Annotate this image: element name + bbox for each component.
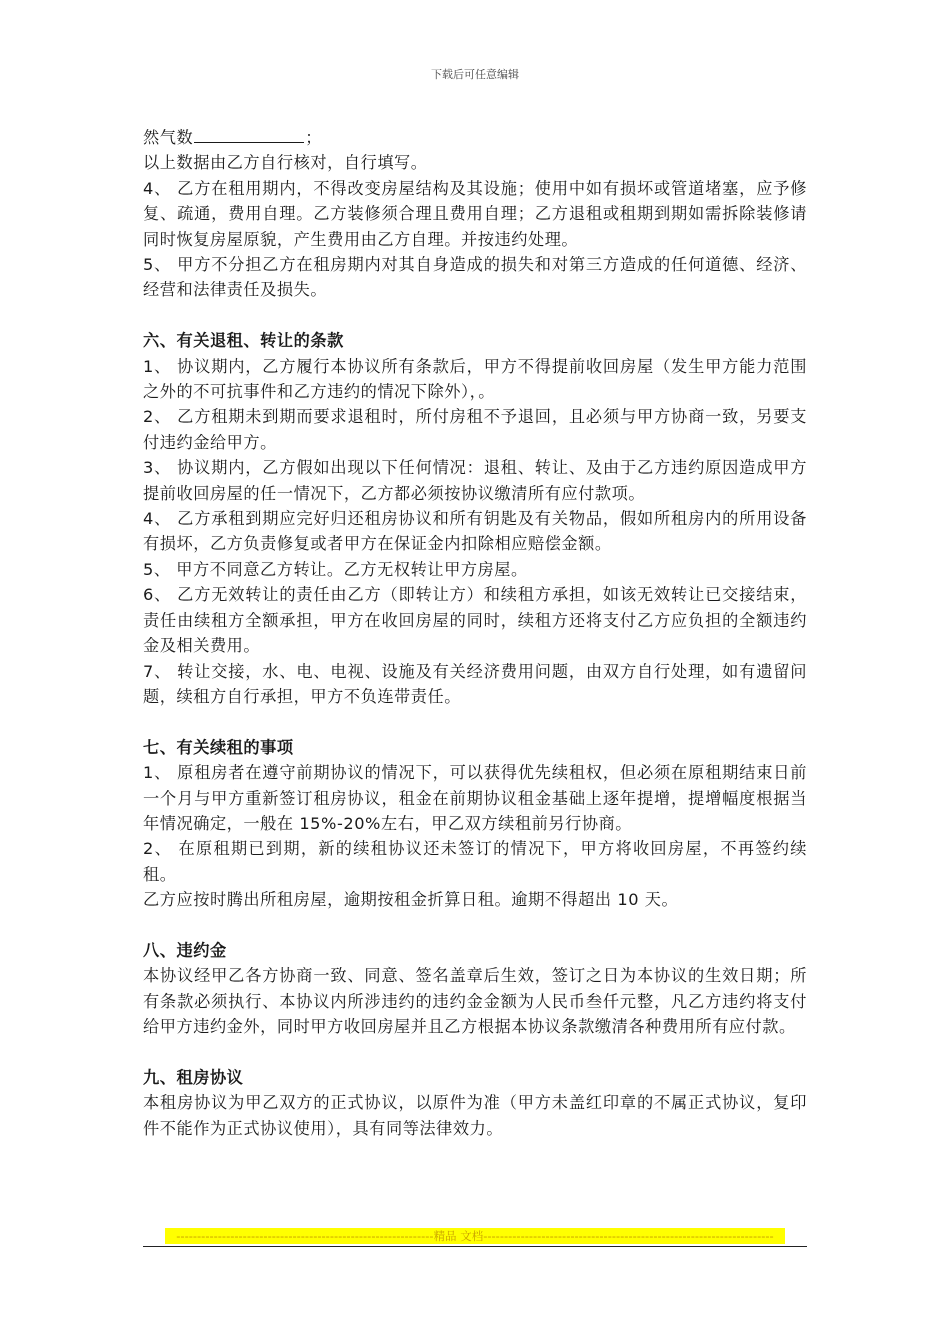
document-body (143, 124, 807, 1141)
section-6-title: 六、有关退租、转让的条款 (143, 331, 344, 351)
section-6-item-7: 7、 转让交接，水、电、电视、设施及有关经济费用问题，由双方自行处理，如有遗留问题，续租方自行承担，甲方不负连带责任。 (143, 661, 807, 706)
section-6-item-6: 6、 乙方无效转让的责任由乙方（即转让方）和续租方承担，如该无效转让已交接结束，责任由续租方全额承担，甲方在收回房屋的同时，续租方还将支付乙方应负担的全额违约金及相关费用。 (143, 585, 807, 656)
gas-suffix: ； (305, 128, 322, 147)
section-7-title: 七、有关续租的事项 (143, 737, 294, 757)
clause-5: 5、 甲方不分担乙方在租房期内对其自身造成的损失和对第三方造成的任何道德、经济、经营和法律责任及损失。 (143, 255, 807, 300)
section-gap (143, 913, 807, 938)
section-6-item-2: 2、 乙方租期未到期而要求退租时，所付房租不予退回，且必须与甲方协商一致，另要支付违约金给甲方。 (143, 407, 807, 452)
section-7-item-2: 2、 在原租期已到期，新的续租协议还未签订的情况下，甲方将收回房屋，不再签约续租。 (143, 839, 807, 884)
section-6-item-4: 4、 乙方承租到期应完好归还租房协议和所有钥匙及有关物品，假如所租房内的所用设备有损坏，乙方负责修复或者甲方在保证金内扣除相应赔偿金额。 (143, 509, 807, 554)
section-8-body: 本协议经甲乙各方协商一致、同意、签名盖章后生效，签订之日为本协议的生效日期；所有条款必须执行、本协议内所涉违约的违约金金额为人民币叁仟元整，凡乙方违约将支付给甲方违约金外，同时甲方收回房屋并且乙方根据本协议条款缴清各种费用所有应付款。 (143, 966, 807, 1037)
section-6-item-3: 3、 协议期内，乙方假如出现以下任何情况：退租、转让、及由于乙方违约原因造成甲方提前收回房屋的任一情况下，乙方都必须按协议缴清所有应付款项。 (143, 458, 807, 503)
section-gap (143, 709, 807, 734)
page-header-note: 下载后可任意编辑 (431, 68, 519, 81)
gas-blank-field (194, 124, 304, 143)
footer-dashes-right: ---------------------------------------------------------------------- (483, 1229, 774, 1243)
section-7-item-3: 乙方应按时腾出所租房屋，逾期按租金折算日租。逾期不得超出 10 天。 (143, 890, 679, 910)
footer-banner (165, 1228, 785, 1244)
gas-reading-line (143, 124, 807, 150)
section-7-item-1: 1、 原租房者在遵守前期协议的情况下，可以获得优先续租权，但必须在原租期结束日前一个月与甲方重新签订租房协议，租金在前期协议租金基础上逐年提增，提增幅度根据当年情况确定，一般在 15%-20%左右，甲乙双方续租前另行协商。 (143, 763, 807, 833)
section-9-title: 九、租房协议 (143, 1067, 244, 1087)
self-check-note: 以上数据由乙方自行核对，自行填写。 (143, 153, 428, 173)
section-6-item-5: 5、 甲方不同意乙方转让。乙方无权转让甲方房屋。 (143, 559, 528, 579)
footer-rule (143, 1246, 807, 1247)
section-gap (143, 1040, 807, 1065)
section-gap (143, 303, 807, 328)
footer-dashes-left: -------------------------------------------------------------- (176, 1229, 434, 1243)
section-8-title: 八、违约金 (143, 940, 227, 960)
footer-label: 精品 文档 (433, 1229, 484, 1243)
clause-4: 4、 乙方在租用期内，不得改变房屋结构及其设施；使用中如有损坏或管道堵塞，应予修复、疏通，费用自理。乙方装修须合理且费用自理；乙方退租或租期到期如需拆除装修请同时恢复房屋原貌，产生费用由乙方自理。并按违约处理。 (143, 178, 807, 249)
section-6-item-1: 1、 协议期内，乙方履行本协议所有条款后，甲方不得提前收回房屋（发生甲方能力范围之外的不可抗事件和乙方违约的情况下除外），。 (143, 356, 807, 402)
gas-label: 然气数 (143, 128, 194, 147)
section-9-body: 本租房协议为甲乙双方的正式协议，以原件为准（甲方未盖红印章的不属正式协议，复印件不能作为正式协议使用），具有同等法律效力。 (143, 1093, 807, 1138)
